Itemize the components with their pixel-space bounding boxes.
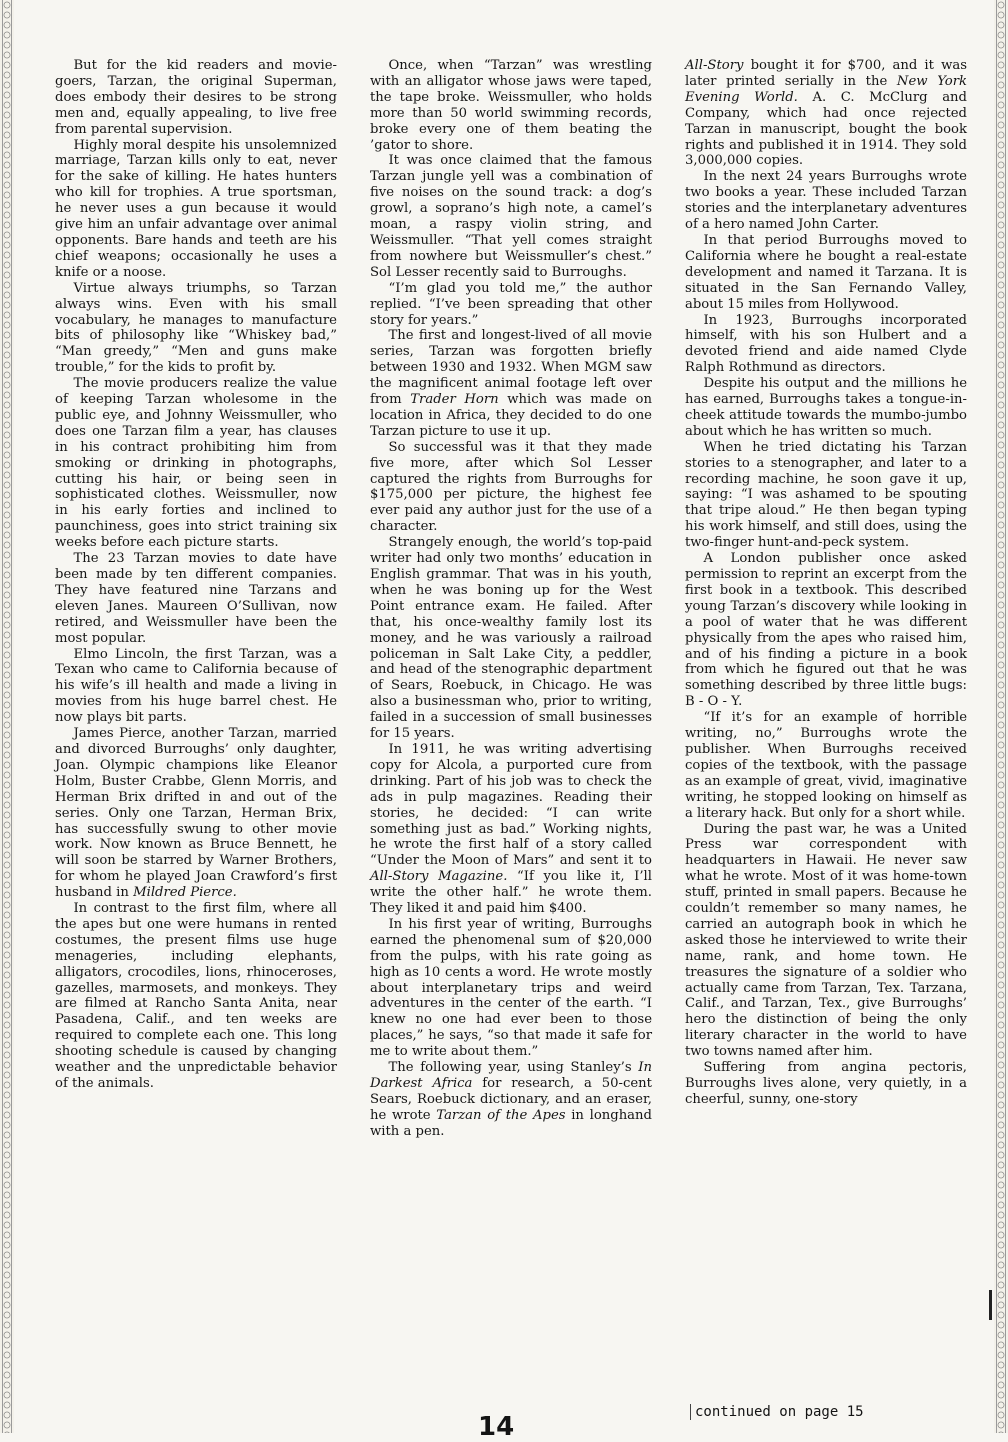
continued-note: continued on page 15 bbox=[690, 1404, 864, 1420]
text-run: In 1911, he was writing advertising copy for Alcola, a purported cure from drinking. Part of his job was to check the ads in pulp magazines. Reading their stories, he decided: “I can write something just as bad.” Working nights, he wrote the first half of a story called “Under the Moon of Mars” and sent it to bbox=[370, 741, 652, 869]
text-run: James Pierce, another Tarzan, married and divorced Burroughs’ only daughter, Joan. Olympic champions like Eleanor Holm, Buster Crabbe, Glenn Morris, and Herman Brix drifted in and out of the series. Only one Tarzan, Herman Brix, has successfully swung to other movie work. Now known as Bruce Bennett, he will soon be starred by Warner Brothers, for whom he played Joan Crawford’s first husband in bbox=[55, 726, 337, 901]
paragraph: In that period Burroughs moved to California where he bought a real-estate development and named it Tarzana. It is situated in the San Fernando Valley, about 15 miles from Hollywood. bbox=[685, 232, 967, 312]
paragraph: But for the kid readers and movie-goers, Tarzan, the original Superman, does embody their desires to be strong men and, equally appealing, to live free from parental supervision. bbox=[55, 58, 337, 137]
paragraph: So successful was it that they made five more, after which Sol Lesser captured the rights from Burroughs for $175,000 per picture, the highest fee ever paid any author just for the use of a character. bbox=[370, 439, 652, 535]
film-title: Trader Horn bbox=[410, 392, 499, 408]
text-run: The first and longest-lived of all movie series, Tarzan was forgotten briefly between 1930 and 1932. When MGM saw the magnificent animal footage left over from bbox=[370, 328, 652, 408]
paragraph: Strangely enough, the world’s top-paid writer had only two months’ education in English grammar. That was in his youth, when he was boning up for the West Point entrance exam. He failed. After that, his once-wealthy family lost its money, and he was variously a railroad policeman in Salt Lake City, a peddler, and head of the stenographic department of Sears, Roebuck, in Chicago. He was also a businessman who, prior to writing, failed in a succession of small businesses for 15 years. bbox=[370, 535, 652, 742]
paragraph: During the past war, he was a United Press war correspondent with headquarters in Hawaii. He never saw what he wrote. Most of it was home-town stuff, printed in small papers. Because he couldn’t remember so many names, he carried an autograph book in which he asked those he interviewed to write their name, rank, and home town. He treasures the signature of a soldier who actually came from Tarzan, Tex. Tarzana, Calif., and Tarzan, Tex., give Burroughs’ hero the distinction of being the only literary character in the world to have two towns named after him. bbox=[685, 821, 967, 1060]
paragraph: Virtue always triumphs, so Tarzan always wins. Even with his small vocabulary, he manages to manufacture bits of philosophy like “Whiskey bad,” “Man greedy,” “Men and guns make trouble,” for the kids to profit by. bbox=[55, 280, 337, 376]
paragraph: Suffering from angina pectoris, Burroughs lives alone, very quietly, in a cheerful, sunny, one-story bbox=[685, 1060, 967, 1107]
paragraph: Once, when “Tarzan” was wrestling with an alligator whose jaws were taped, the tape broke. Weissmuller, who holds more than 50 world swimming records, broke every one of them beating the ’gator to shore. bbox=[370, 58, 652, 153]
paragraph: Elmo Lincoln, the first Tarzan, was a Texan who came to California because of his wife’s ill health and made a living in movies from his huge barrel chest. He now plays bit parts. bbox=[55, 646, 337, 726]
decorative-border-right bbox=[994, 0, 1008, 1433]
book-title: In Darkest Africa bbox=[370, 1060, 652, 1091]
text-run: A. C. McClurg and Company, which had once rejected Tarzan in manuscript, bought the book rights and published it in 1914. They sold 3,000,000 copies. bbox=[685, 89, 967, 169]
paragraph: In contrast to the first film, where all the apes but one were humans in rented costumes, the present films use huge menageries, including elephants, alligators, crocodiles, lions, rhinoceroses, gazelles, marmosets, and monkeys. They are filmed at Rancho Santa Anita, near Pasadena, Calif., and ten weeks are required to complete each one. This long shooting schedule is caused by changing weather and the unpredictable behavior of the animals. bbox=[55, 901, 337, 1091]
paragraph bbox=[370, 742, 652, 917]
paragraph: In his first year of writing, Burroughs earned the phenomenal sum of $20,000 from the pulps, with his rate going as high as 10 cents a word. He wrote mostly about interplanetary trips and weird adventures in the center of the earth. “I knew no one had ever been to those places,” he says, “so that made it safe for me to write about them.” bbox=[370, 916, 652, 1060]
paragraph: Highly moral despite his unsolemnized marriage, Tarzan kills only to eat, never for the sake of killing. He hates hunters who kill for trophies. A true sportsman, he never uses a gun because it would give him an unfair advantage over animal opponents. Bare hands and teeth are his chief weapons; occasionally he uses a knife or a noose. bbox=[55, 137, 337, 280]
paragraph: A London publisher once asked permission to reprint an excerpt from the first book in a textbook. This described young Tarzan’s discovery while looking in a pool of water that he was different physically from the apes who raised him, and of his finding a picture in a book from which he figured out that he was something described by three little bugs: B - O - Y. bbox=[685, 551, 967, 710]
paragraph bbox=[370, 1060, 652, 1140]
magazine-title: All-Story bbox=[685, 58, 744, 73]
article-body bbox=[55, 58, 967, 1398]
decorative-border-left bbox=[0, 0, 14, 1433]
paragraph: Despite his output and the millions he has earned, Burroughs takes a tongue-in-cheek attitude towards the mumbo-jumbo about which he has written so much. bbox=[685, 376, 967, 439]
paragraph: When he tried dictating his Tarzan stories to a stenographer, and later to a recording machine, he soon gave it up, saying: “I was ashamed to be spouting that tripe aloud.” He then began typing his work himself, and still does, using the two-finger hunt-and-peck system. bbox=[685, 439, 967, 551]
film-title: Mildred Pierce. bbox=[133, 885, 237, 901]
paragraph: The 23 Tarzan movies to date have been made by ten different companies. They have featured nine Tarzans and eleven Janes. Maureen O’Sullivan, now retired, and Weissmuller have been the most popular. bbox=[55, 551, 337, 646]
text-run: The following year, using Stanley’s bbox=[388, 1060, 639, 1076]
text-run: “If you like it, I’ll write the other half.” he wrote them. They liked it and paid him $400. bbox=[370, 869, 652, 917]
newspaper-title: New York Evening World. bbox=[685, 73, 967, 105]
paragraph bbox=[685, 58, 967, 169]
page-number: 14 bbox=[478, 1412, 515, 1442]
paragraph: It was once claimed that the famous Tarzan jungle yell was a combination of five noises on the sound track: a dog’s growl, a soprano’s high note, a camel’s moan, a raspy violin string, and Weissmuller. “That yell comes straight from nowhere but Weissmuller’s chest.” Sol Lesser recently said to Burroughs. bbox=[370, 153, 652, 280]
paragraph: In 1923, Burroughs incorporated himself, with his son Hulbert and a devoted friend and aide named Clyde Ralph Rothmund as directors. bbox=[685, 312, 967, 376]
column-3 bbox=[685, 58, 967, 1398]
text-run: bought it for $700, and it was later printed serially in the bbox=[685, 58, 967, 89]
column-2 bbox=[370, 58, 652, 1398]
paragraph: In the next 24 years Burroughs wrote two books a year. These included Tarzan stories and the interplanetary adventures of a hero named John Carter. bbox=[685, 169, 967, 233]
column-1 bbox=[55, 58, 337, 1398]
text-run: in longhand with a pen. bbox=[370, 1107, 652, 1139]
book-title: Tarzan of the Apes bbox=[436, 1107, 566, 1123]
paragraph: “If it’s for an example of horrible writing, no,” Burroughs wrote the publisher. When Burroughs received copies of the textbook, with the passage as an example of great, vivid, imaginative writing, he stopped looking on himself as a literary hack. But only for a short while. bbox=[685, 710, 967, 821]
magazine-title: All-Story Magazine. bbox=[370, 869, 508, 885]
paragraph: The movie producers realize the value of keeping Tarzan wholesome in the public eye, and Johnny Weissmuller, who does one Tarzan film a year, has clauses in his contract prohibiting him from smoking or drinking in photographs, cutting his hair, or being seen in sophisticated clothes. Weissmuller, now in his early forties and inclined to paunchiness, goes into strict training six weeks before each picture starts. bbox=[55, 376, 337, 551]
paragraph bbox=[370, 328, 652, 439]
paragraph: “I’m glad you told me,” the author replied. “I’ve been spreading that other story for years.” bbox=[370, 280, 652, 328]
paragraph bbox=[55, 726, 337, 901]
text-run: for research, a 50-cent Sears, Roebuck dictionary, and an eraser, he wrote bbox=[370, 1076, 652, 1123]
margin-mark bbox=[989, 1290, 992, 1320]
text-run: which was made on location in Africa, they decided to do one Tarzan picture to use it up. bbox=[370, 392, 652, 439]
